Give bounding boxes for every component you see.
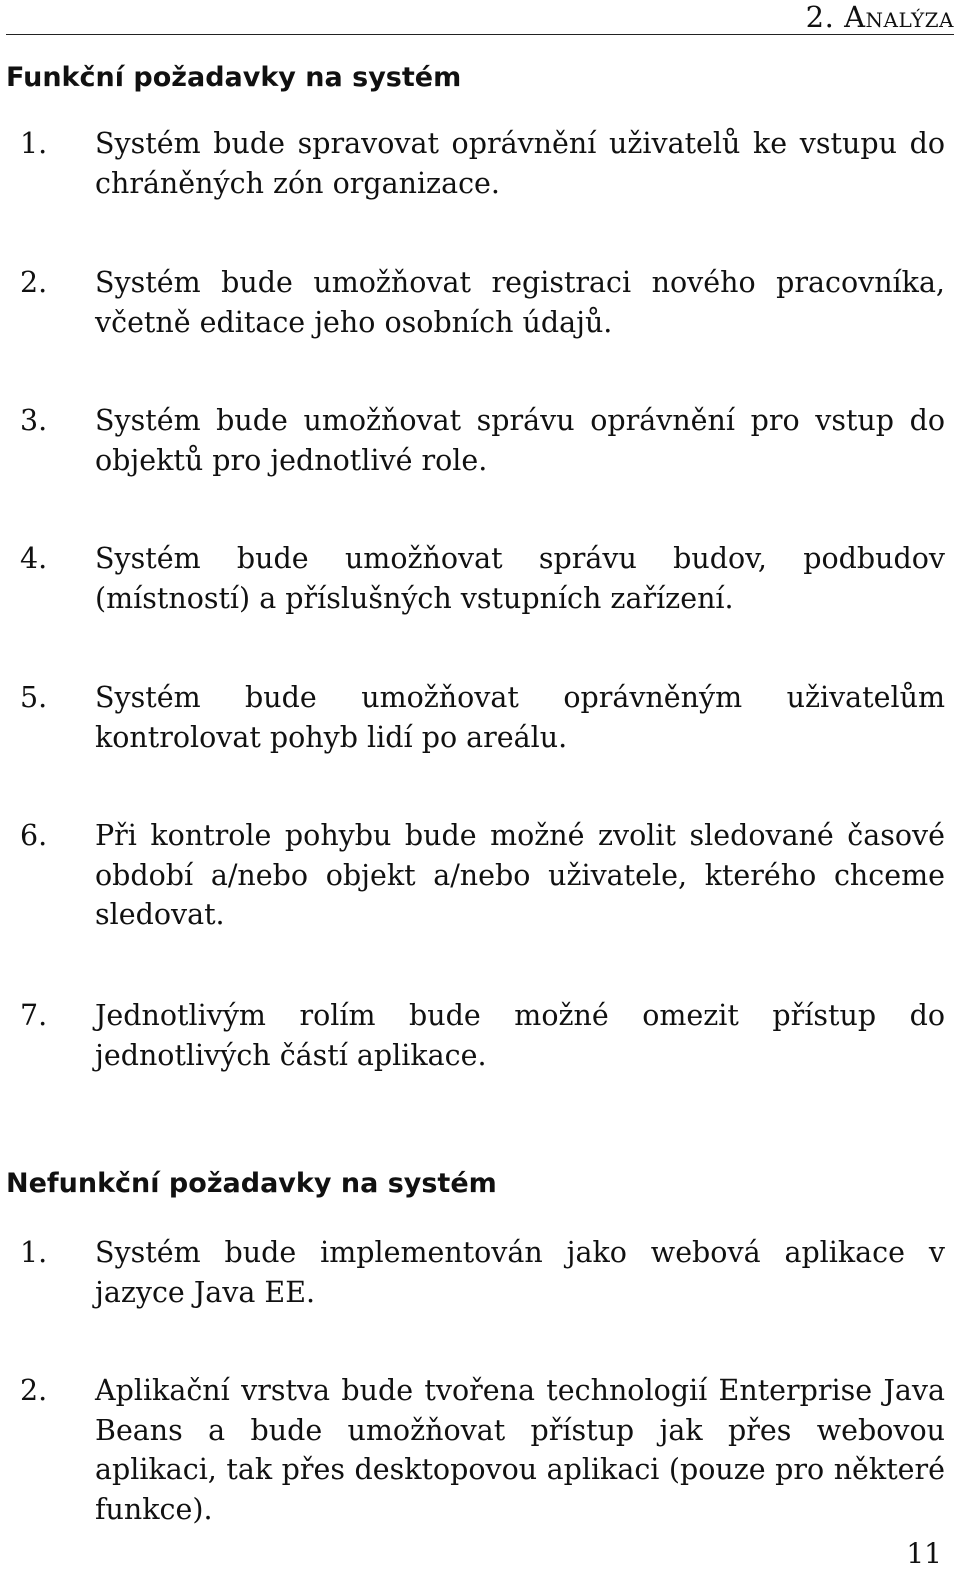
item-number: 6.: [20, 819, 48, 852]
item-text: Systém bude umožňovat správu budov, podbudov (místností) a příslušných vstupních zařízení.: [95, 542, 945, 615]
item-text: Systém bude umožňovat registraci nového pracovníka, včetně editace jeho osobních údajů.: [95, 266, 945, 339]
page-number: 11: [906, 1537, 942, 1570]
item-number: 5.: [20, 681, 48, 714]
item-number: 1.: [20, 127, 48, 160]
item-text: Aplikační vrstva bude tvořena technologií Enterprise Java Beans a bude umožňovat přístup jak přes webovou aplikaci, tak přes desktopovou aplikaci (pouze pro některé funkce).: [95, 1374, 945, 1526]
item-number: 1.: [20, 1236, 48, 1269]
item-text: Systém bude umožňovat správu oprávnění pro vstup do objektů pro jednotlivé role.: [95, 404, 945, 477]
item-number: 4.: [20, 542, 48, 575]
item-text: Jednotlivým rolím bude možné omezit přístup do jednotlivých částí aplikace.: [95, 999, 945, 1072]
running-header: [806, 0, 954, 34]
item-number: 2.: [20, 1374, 48, 1407]
item-text: Systém bude implementován jako webová aplikace v jazyce Java EE.: [95, 1236, 945, 1309]
chapter-number: 2.: [805, 0, 835, 34]
nonfunctional-requirements-heading: Nefunkční požadavky na systém: [6, 1168, 497, 1199]
chapter-title: Analýza: [844, 0, 954, 34]
functional-requirements-heading: Funkční požadavky na systém: [6, 62, 462, 93]
item-number: 3.: [20, 404, 48, 437]
item-text: Systém bude umožňovat oprávněným uživatelům kontrolovat pohyb lidí po areálu.: [95, 681, 945, 754]
item-text: Při kontrole pohybu bude možné zvolit sledované časové období a/nebo objekt a/nebo uživatele, kterého chceme sledovat.: [95, 819, 945, 931]
item-text: Systém bude spravovat oprávnění uživatelů ke vstupu do chráněných zón organizace.: [95, 127, 945, 200]
item-number: 2.: [20, 266, 48, 299]
item-number: 7.: [20, 999, 48, 1032]
header-rule: [6, 34, 954, 35]
